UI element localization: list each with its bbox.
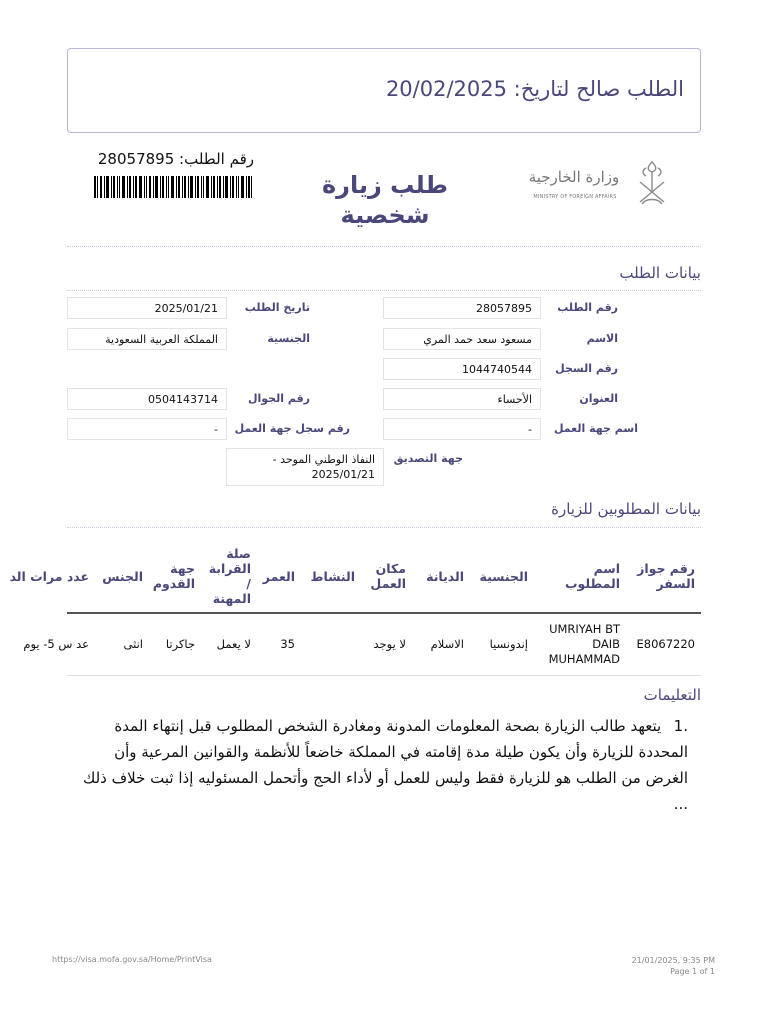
address-label: العنوان — [579, 392, 618, 405]
table-row — [67, 613, 701, 675]
validity-banner — [67, 48, 701, 133]
footer-meta — [632, 955, 715, 977]
request-no-value: 28057895 — [383, 297, 541, 319]
request-date-label: تاريخ الطلب — [244, 301, 310, 314]
employer-label: اسم جهة العمل — [553, 422, 638, 435]
table-header-row — [67, 540, 701, 613]
col-entries: عدد مرات الد — [67, 540, 95, 613]
col-nationality: الجنسية — [470, 540, 534, 613]
nationality-value: المملكة العربية السعودية — [67, 328, 227, 350]
cell-gender: انثى — [95, 613, 149, 675]
address-value: الأحساء — [383, 388, 541, 410]
visitors-table — [9, 540, 701, 676]
request-number-value: 28057895 — [97, 150, 175, 168]
cell-age: 35 — [257, 613, 301, 675]
footer-page: Page 1 of 1 — [670, 967, 715, 976]
footer-datetime: 21/01/2025, 9:35 PM — [631, 956, 715, 965]
request-no-label: رقم الطلب — [557, 301, 618, 314]
visitors-section-title: بيانات المطلوبين للزيارة — [551, 500, 701, 518]
barcode-image — [94, 176, 252, 198]
validity-date: 20/02/2025 — [385, 77, 507, 101]
col-religion: الديانة — [412, 540, 470, 613]
record-no-value: 1044740544 — [383, 358, 541, 380]
certifier-value: النفاذ الوطني الموحد - 2025/01/21 — [226, 448, 384, 486]
instruction-number: .1 — [673, 717, 688, 735]
instructions-title: التعليمات — [643, 686, 701, 704]
ministry-logo-text: وزارة الخارجية — [528, 168, 620, 186]
mobile-value: 0504143714 — [67, 388, 227, 410]
ministry-logo-subtitle: MINISTRY OF FOREIGN AFFAIRS — [533, 194, 617, 200]
name-value: مسعود سعد حمد المري — [383, 328, 541, 350]
cell-passport: E8067220 — [626, 613, 701, 675]
request-number-label: رقم الطلب: — [179, 150, 254, 168]
col-origin: جهة القدوم — [149, 540, 201, 613]
request-section-title: بيانات الطلب — [619, 264, 701, 282]
col-relation: صلة القرابة / المهنة — [201, 540, 257, 613]
col-gender: الجنس — [95, 540, 149, 613]
cell-entries: عد س 5- يوم — [67, 613, 95, 675]
footer-url: https://visa.mofa.gov.sa/Home/PrintVisa — [52, 955, 212, 964]
employer-record-label: رقم سجل جهة العمل — [234, 422, 350, 435]
cell-relation: لا يعمل — [201, 613, 257, 675]
employer-record-value: - — [67, 418, 227, 440]
certifier-label: جهة التصديق — [393, 452, 463, 465]
divider — [67, 527, 701, 528]
nationality-label: الجنسية — [267, 332, 310, 345]
title-line-1: طلب زيارة — [322, 171, 448, 199]
employer-value: - — [383, 418, 541, 440]
col-name: اسم المطلوب — [534, 540, 626, 613]
record-no-label: رقم السجل — [555, 362, 618, 375]
mobile-label: رقم الجوال — [247, 392, 310, 405]
validity-label: الطلب صالح لتاريخ: — [513, 77, 684, 101]
col-passport: رقم جواز السفر — [626, 540, 701, 613]
page-title — [295, 170, 475, 230]
cell-name: UMRIYAH BT DAIB MUHAMMAD — [534, 613, 626, 675]
cell-activity — [301, 613, 361, 675]
request-number — [94, 150, 254, 168]
cell-nationality: إندونسيا — [470, 613, 534, 675]
cell-religion: الاسلام — [412, 613, 470, 675]
title-line-2: شخصية — [340, 201, 430, 229]
col-age: العمر — [257, 540, 301, 613]
name-label: الاسم — [586, 332, 618, 345]
cell-origin: جاكرتا — [149, 613, 201, 675]
saudi-emblem-icon — [636, 158, 668, 210]
divider — [67, 246, 701, 247]
divider — [67, 290, 701, 291]
cell-workplace: لا يوجد — [361, 613, 412, 675]
col-activity: النشاط — [301, 540, 361, 613]
instructions-list — [80, 713, 688, 817]
instruction-item: يتعهد طالب الزيارة بصحة المعلومات المدونة ومغادرة الشخص المطلوب قبل إنتهاء المدة المحددة للزيارة وأن يكون طيلة مدة إقامته في المملكة خاضعاً للأنظمة والقوانين المرعية وأن الغرض من الطلب هو للزيارة فقط وليس للعمل أو لأداء الحج وأتحمل المسئوليه إذا ثبت خلاف ذلك ... — [82, 717, 688, 813]
col-workplace: مكان العمل — [361, 540, 412, 613]
request-date-value: 2025/01/21 — [67, 297, 227, 319]
